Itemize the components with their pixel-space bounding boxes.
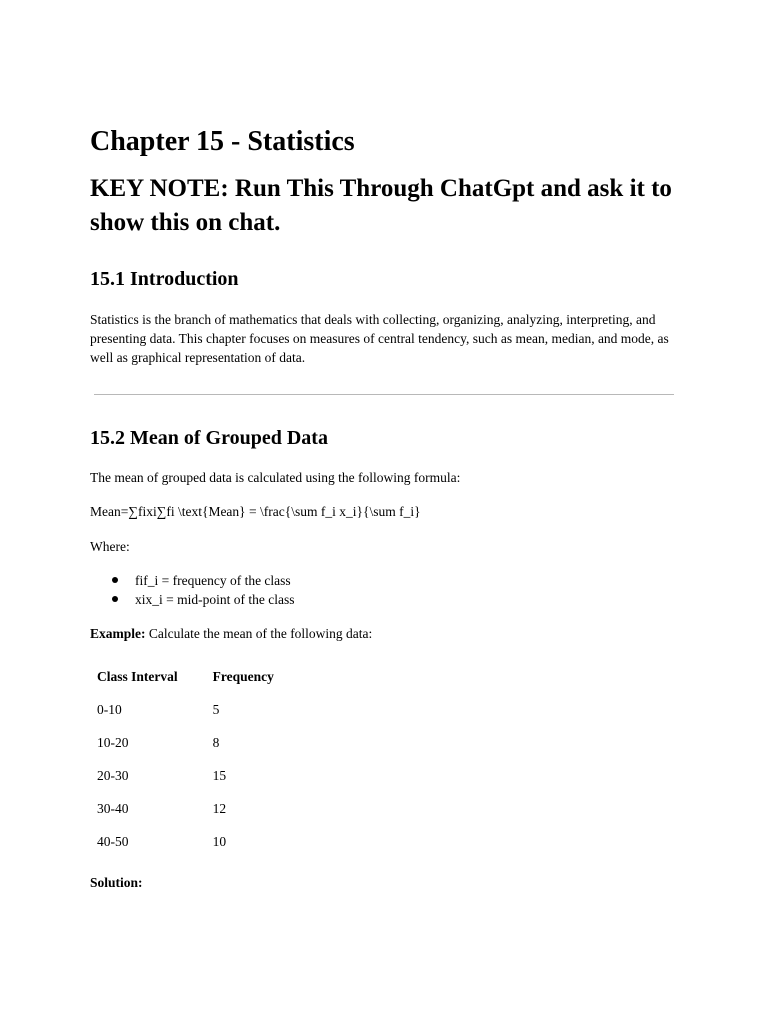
table-cell: 5 (212, 702, 220, 717)
list-item (108, 571, 294, 590)
column-header-class-interval: Class Interval (97, 669, 178, 684)
table-row (90, 693, 302, 726)
solution-label: Solution: (90, 875, 143, 890)
bullet-icon (112, 577, 118, 583)
list-item-text: xix_i = mid-point of the class (135, 592, 295, 607)
table-row (90, 825, 302, 858)
frequency-table (90, 660, 302, 858)
table-cell: 8 (212, 735, 220, 750)
table-cell: 0-10 (97, 702, 122, 717)
table-cell: 20-30 (97, 768, 129, 783)
mean-intro-paragraph: The mean of grouped data is calculated using the following formula: (90, 470, 461, 485)
bullet-icon (112, 596, 118, 602)
table-cell: 10-20 (97, 735, 129, 750)
section-heading-mean-grouped-data: 15.2 Mean of Grouped Data (90, 427, 328, 449)
list-item-text: fif_i = frequency of the class (135, 573, 291, 588)
key-note-heading: KEY NOTE: Run This Through ChatGpt and ask it to show this on chat. (90, 175, 672, 236)
section-heading-introduction: 15.1 Introduction (90, 268, 239, 290)
table-row (90, 759, 302, 792)
mean-formula: Mean=∑fixi∑fi \text{Mean} = \frac{\sum f_i x_i}{\sum f_i} (90, 504, 421, 519)
example-text: Calculate the mean of the following data: (145, 626, 373, 641)
example-label: Example: (90, 626, 146, 641)
table-row (90, 792, 302, 825)
table-cell: 40-50 (97, 834, 129, 849)
list-item (108, 590, 294, 609)
table-header-row (90, 660, 302, 693)
variable-definitions-list (108, 571, 294, 609)
column-header-frequency: Frequency (212, 669, 274, 684)
table-cell: 30-40 (97, 801, 129, 816)
introduction-paragraph: Statistics is the branch of mathematics that deals with collecting, organizing, analyzing, interpreting, and presenting data. This chapter focuses on measures of central tendency, such as mean, median, and mode, as well as graphical representation of data. (90, 312, 669, 365)
chapter-title: Chapter 15 - Statistics (90, 126, 355, 157)
table-cell: 10 (212, 834, 227, 849)
where-label: Where: (90, 539, 130, 554)
table-row (90, 726, 302, 759)
example-paragraph (90, 624, 372, 643)
table-cell: 12 (212, 801, 227, 816)
table-cell: 15 (212, 768, 227, 783)
section-divider (94, 394, 674, 395)
